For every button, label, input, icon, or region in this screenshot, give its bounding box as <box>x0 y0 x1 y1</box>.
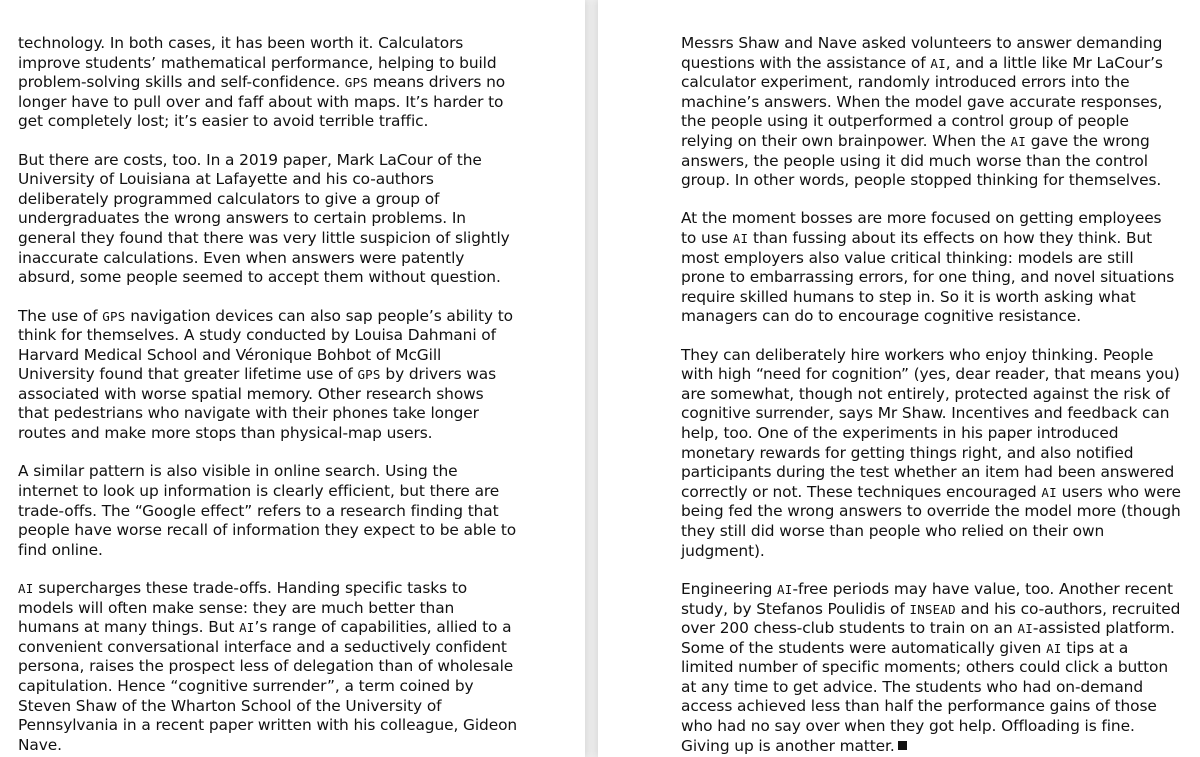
text-run: They can deliberately hire workers who enjoy thinking. People with high “need for cognition” (yes, dear reader, that means you) are somewhat, though not entirely, protected against the risk of cognitive surrender, says Mr Shaw. Incentives and feedback can help, too. One of the experiments in his paper introduced monetary rewards for getting things right, and also notified participants during the test whether an item had been answered correctly or not. These techniques encouraged <box>681 345 1180 501</box>
text-run: supercharges these trade-offs. Handing specific tasks to models will often make sense: they are much better than humans at many things. But <box>18 579 468 637</box>
text-run: technology. In both cases, it has been worth it. Calculators improve students’ mathematical performance, helping to build problem-solving skills and self-confidence. <box>18 34 497 92</box>
paragraph <box>18 151 518 288</box>
small-caps-run: AI <box>239 620 255 636</box>
text-run: -free periods may have value, too. Another recent study, by Stefanos Poulidis of <box>681 579 1173 618</box>
right-column <box>681 34 1181 756</box>
paragraph <box>681 209 1181 327</box>
paragraph <box>18 34 518 132</box>
small-caps-run: AI <box>1041 484 1057 500</box>
right-page <box>598 0 1200 757</box>
black-square-icon <box>898 741 907 750</box>
text-run: Messrs Shaw and Nave asked volunteers to answer demanding questions with the assistance of <box>681 34 1163 72</box>
left-page <box>0 0 585 757</box>
paragraph <box>681 346 1181 562</box>
text-run: gave the wrong answers, the people using it did much worse than the control group. In other words, people stopped thinking for themselves. <box>681 131 1162 190</box>
small-caps-run: AI <box>777 581 793 597</box>
text-run: The use of <box>18 306 103 325</box>
small-caps-run: GPS <box>102 308 126 324</box>
small-caps-run: AI <box>1017 621 1033 637</box>
small-caps-run: INSEAD <box>909 601 956 617</box>
text-run: navigation devices can also sap people’s ability to think for themselves. A study conducted by Louisa Dahmani of Harvard Medical School and Véronique Bohbot of McGill University found that greater lifetime use of <box>18 306 513 384</box>
paragraph <box>18 579 518 755</box>
text-run: by drivers was associated with worse spatial memory. Other research shows that pedestrians who navigate with their phones take longer routes and make more stops than physical-map users. <box>18 365 497 443</box>
text-run: At the moment bosses are more focused on getting employees to use <box>681 209 1162 248</box>
left-column <box>18 34 518 755</box>
text-run: and his co-authors, recruited over 200 chess-club students to train on an <box>681 599 1181 638</box>
paragraph <box>18 462 518 560</box>
text-run: than fussing about its effects on how they think. But most employers also value critical thinking: models are still prone to embarrassing errors, for one thing, and novel situations require skilled humans to step in. So it is worth asking what managers can do to encourage cognitive resistance. <box>681 229 1175 326</box>
small-caps-run: AI <box>1046 640 1062 656</box>
paragraph <box>681 580 1181 756</box>
text-run: means drivers no longer have to pull over and faff about with maps. It’s harder to get completely lost; it’s easier to avoid terrible traffic. <box>18 73 506 131</box>
small-caps-run: GPS <box>357 367 381 383</box>
text-run: , and a little like Mr LaCour’s calculator experiment, randomly introduced errors into the machine’s answers. When the model gave accurate responses, the people using it outperformed a control group of people relying on their own brainpower. When the <box>681 53 1163 150</box>
small-caps-run: AI <box>18 581 34 596</box>
small-caps-run: AI <box>930 55 946 71</box>
text-run: ’s range of capabilities, allied to a convenient conversational interface and a seductively confident persona, raises the prospect less of delegation than of wholesale capitulation. Hence “cognitive surrender”, a term coined by Steven Shaw of the Wharton School of the University of Pennsylvania in a recent paper written with his colleague, Gideon Nave. <box>18 618 518 754</box>
text-run: tips at a limited number of specific moments; others could click a button at any time to get advice. The students who had on-demand access achieved less than half the performance gains of those who had no say over when they got help. Offloading is fine. Giving up is another matter. <box>681 638 1169 755</box>
paragraph <box>681 34 1181 191</box>
small-caps-run: GPS <box>344 75 368 91</box>
small-caps-run: AI <box>732 231 749 247</box>
text-run: -assisted platform. Some of the students were automatically given <box>681 619 1175 657</box>
paragraph <box>18 307 518 444</box>
text-run: A similar pattern is also visible in online search. Using the internet to look up information is clearly efficient, but there are trade-offs. The “Google effect” refers to a research finding that people have worse recall of information they expect to be able to find online. <box>18 462 517 559</box>
text-run: users who were being fed the wrong answers to override the model more (though they still did worse than people who relied on their own judgment). <box>681 482 1181 560</box>
small-caps-run: AI <box>1010 133 1026 149</box>
text-run: Engineering <box>681 579 778 598</box>
text-run: But there are costs, too. In a 2019 paper, Mark LaCour of the University of Louisiana at Lafayette and his co-authors deliberately programmed calculators to give a group of undergraduates the wrong answers to certain problems. In general they found that there was very little suspicion of slightly inaccurate calculations. Even when answers were patently absurd, some people seemed to accept them without question. <box>18 150 510 287</box>
